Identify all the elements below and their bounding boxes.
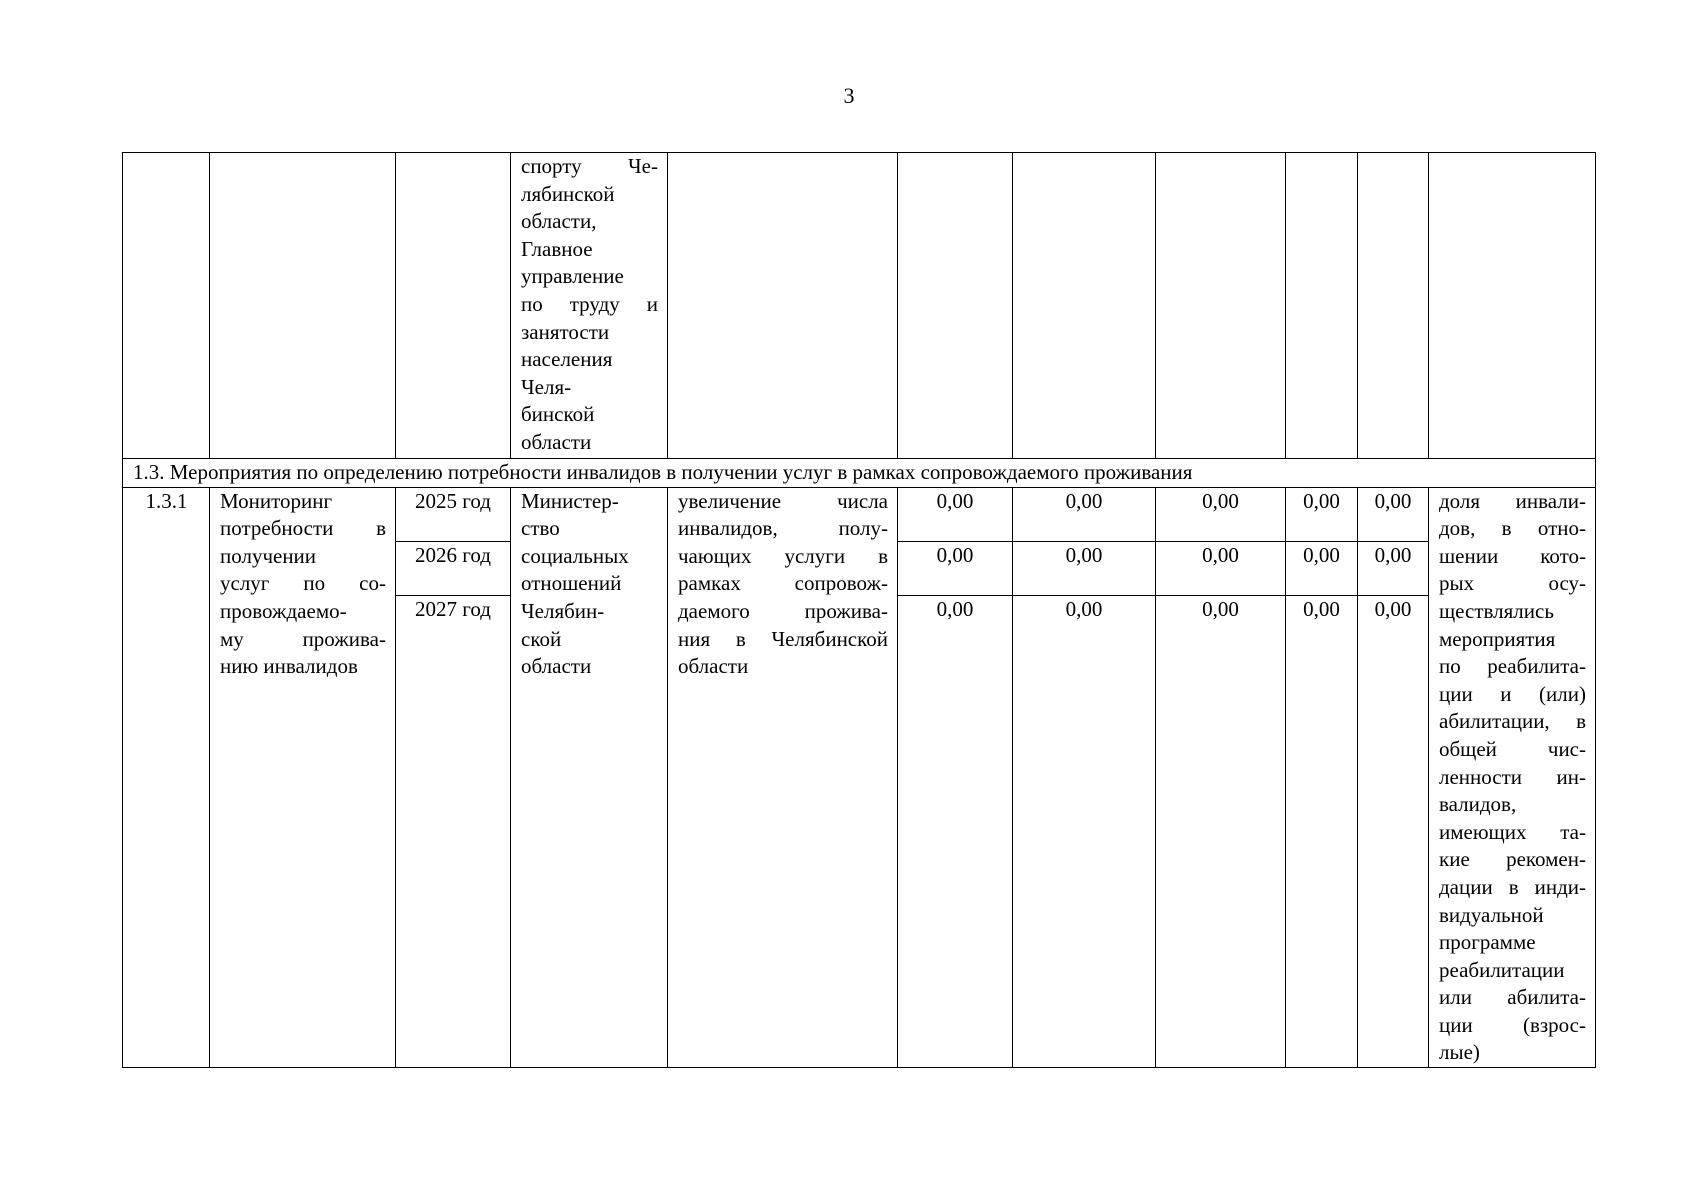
text-line: спорту Че- [521, 154, 658, 178]
text-line: области [521, 429, 592, 454]
text-line: му прожива- [220, 626, 386, 651]
measures-table [122, 152, 1596, 1068]
cell-empty [1429, 153, 1596, 459]
text-line: чающих услуги в [678, 543, 888, 568]
text-line: программе [1439, 930, 1536, 955]
value-cell: 0,00 [898, 595, 1013, 1067]
value-cell: 0,00 [898, 541, 1013, 595]
text-line: имеющих та- [1439, 819, 1586, 844]
cell-empty [1156, 153, 1286, 459]
text-line: мероприятия [1439, 626, 1556, 651]
text-line: увеличение числа [678, 488, 888, 513]
text-line: Главное [521, 236, 593, 261]
text-line: по реабилита- [1439, 654, 1586, 679]
value-cell: 0,00 [1156, 595, 1286, 1067]
year-cell: 2025 год [396, 487, 511, 541]
value-cell: 0,00 [1013, 541, 1156, 595]
text-line: ство [521, 516, 560, 541]
text-line: Министер- [521, 488, 619, 513]
text-line: отношений [521, 571, 622, 596]
item-indicator-cell [1429, 487, 1596, 1067]
text-line: области [521, 654, 592, 679]
text-line: Мониторинг [220, 488, 333, 513]
text-line: услуг по со- [220, 571, 386, 596]
text-line: по труду и [521, 291, 658, 316]
text-line: видуальной [1439, 902, 1544, 927]
text-line: лые) [1439, 1040, 1480, 1065]
text-line: ской [521, 626, 562, 651]
text-line: валидов, [1439, 792, 1517, 817]
text-line: социальных [521, 543, 629, 568]
text-line: рых осу- [1439, 571, 1586, 596]
text-line: ции (взрос- [1439, 1012, 1586, 1037]
text-line: области, [521, 209, 597, 234]
text-line: инвалидов, полу- [678, 516, 888, 541]
value-cell: 0,00 [1358, 487, 1429, 541]
text-line: потребности в [220, 516, 386, 541]
section-row [123, 459, 1596, 488]
text-line: получении [220, 543, 317, 568]
cell-empty [123, 153, 210, 459]
text-line: даемого прожива- [678, 598, 888, 623]
text-line: или абилита- [1439, 985, 1586, 1010]
value-cell: 0,00 [1156, 487, 1286, 541]
cell-empty [396, 153, 511, 459]
text-line: ществлялись [1439, 598, 1554, 623]
value-cell: 0,00 [1358, 541, 1429, 595]
value-cell: 0,00 [1358, 595, 1429, 1067]
cell-empty [210, 153, 396, 459]
text-line: ленности ин- [1439, 764, 1586, 789]
text-line: управление [521, 264, 624, 289]
cell-empty [1358, 153, 1429, 459]
text-line: ния в Челябинской [678, 626, 888, 651]
text-line: ции и (или) [1439, 681, 1586, 706]
text-line: занятости [521, 319, 610, 344]
text-line: абилитации, в [1439, 709, 1586, 734]
text-line: доля инвали- [1439, 488, 1586, 513]
text-line: лябинской [521, 181, 615, 206]
item-number: 1.3.1 [123, 487, 210, 1067]
text-line: Челябин- [521, 598, 605, 623]
text-line: рамках сопровож- [678, 571, 888, 596]
text-line: провождаемо- [220, 598, 347, 623]
value-cell: 0,00 [1013, 487, 1156, 541]
value-cell: 0,00 [1286, 541, 1358, 595]
value-cell: 0,00 [1013, 595, 1156, 1067]
text-line: шении кото- [1439, 543, 1586, 568]
continued-row [123, 153, 1596, 459]
cell-empty [668, 153, 898, 459]
year-cell: 2027 год [396, 595, 511, 1067]
text-line: бинской [521, 402, 595, 427]
cell-empty [1013, 153, 1156, 459]
table-row [123, 487, 1596, 541]
item-executor-cell [511, 487, 668, 1067]
item-name-cell [210, 487, 396, 1067]
item-result-cell [668, 487, 898, 1067]
value-cell: 0,00 [898, 487, 1013, 541]
continued-executor-cell [511, 153, 668, 459]
text-line: населения [521, 347, 613, 372]
text-line: кие рекомен- [1439, 847, 1586, 872]
text-line: Челя- [521, 374, 572, 399]
year-cell: 2026 год [396, 541, 511, 595]
value-cell: 0,00 [1286, 487, 1358, 541]
value-cell: 0,00 [1286, 595, 1358, 1067]
cell-empty [898, 153, 1013, 459]
text-line: дации в инди- [1439, 874, 1586, 899]
value-cell: 0,00 [1156, 541, 1286, 595]
text-line: дов, в отно- [1439, 516, 1586, 541]
text-line: реабилитации [1439, 957, 1565, 982]
text-line: нию инвалидов [220, 654, 358, 679]
cell-empty [1286, 153, 1358, 459]
page-number: 3 [843, 83, 855, 108]
section-title: 1.3. Мероприятия по определению потребности инвалидов в получении услуг в рамках сопровождаемого проживания [123, 459, 1596, 488]
text-line: общей чис- [1439, 736, 1586, 761]
text-line: области [678, 654, 749, 679]
